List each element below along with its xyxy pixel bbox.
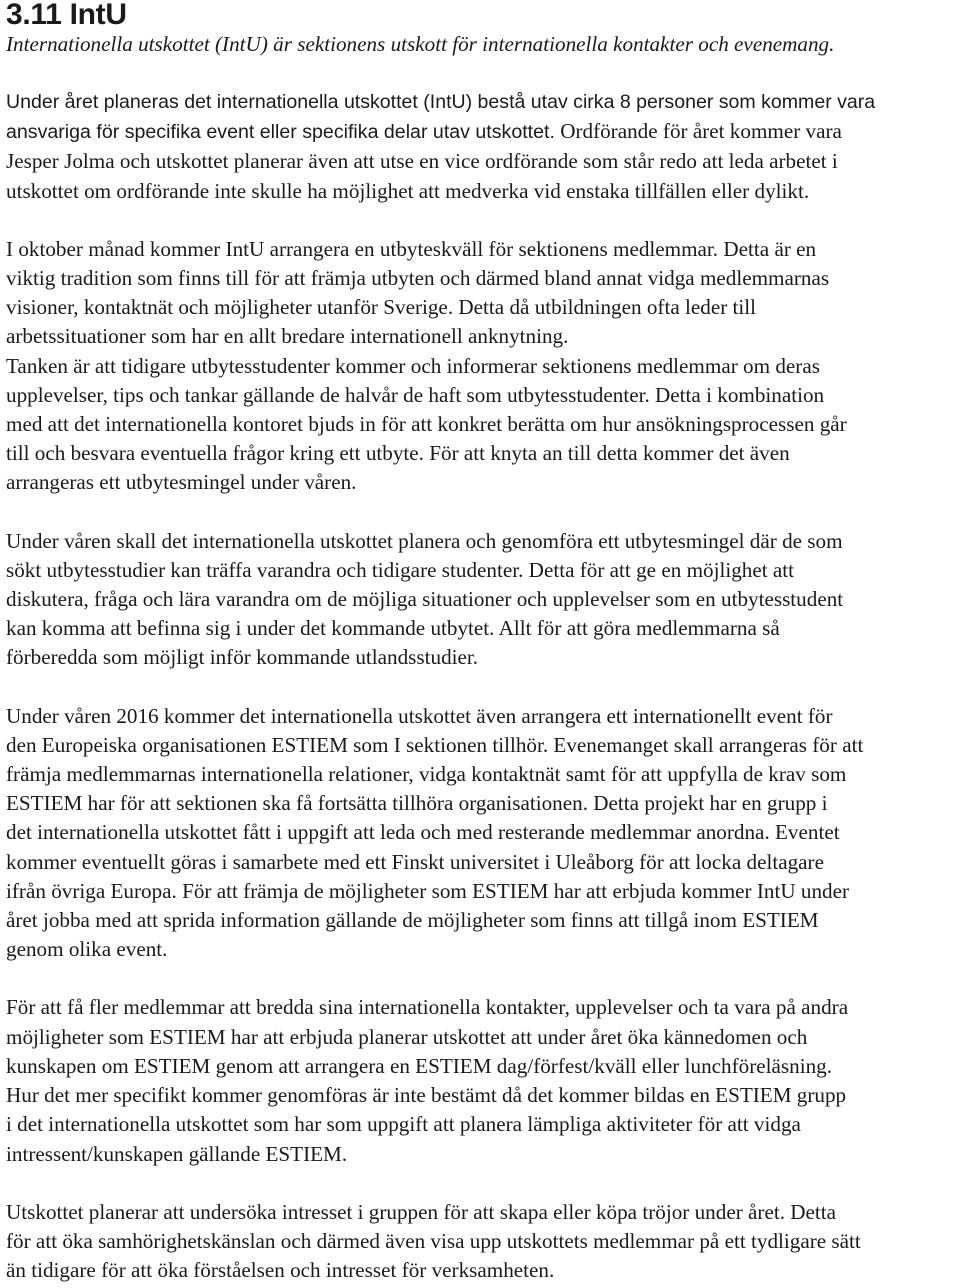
text-line: Utskottet planerar att undersöka intresset i gruppen för att skapa eller köpa tröjor under året. Detta [6,1199,837,1224]
paragraph-estiem-event [6,702,956,965]
text-line: året jobba med att sprida information gällande de möjligheter som finns att tillgå inom ESTIEM [6,908,819,933]
paragraph-exchange-evening [6,235,956,498]
text-fragment: ansvariga för specifika event eller specifika delar utav utskottet. [6,121,555,144]
text-line: sökt utbytesstudier kan träffa varandra och tidigare studenter. Detta för att ge en möjlighet att [6,557,795,582]
section-heading: 3.11 IntU [6,0,127,31]
text-line: Under året planeras det internationella utskottet (IntU) bestå utav cirka 8 personer som kommer vara [6,91,876,113]
text-line: det internationella utskottet fått i uppgift att leda och med resterande medlemmar anordna. Eventet [6,820,840,845]
text-line: Jesper Jolma och utskottet planerar även att utse en vice ordförande som står redo att leda arbetet i [6,149,838,174]
text-line: upplevelser, tips och tankar gällande de halvår de haft som utbytesstudenter. Detta i kombination [6,382,825,407]
text-line: för att öka samhörighetskänslan och därmed även visa upp utskottets medlemmar på ett tydligare sätt [6,1228,861,1253]
text-line: Tanken är att tidigare utbytesstudenter kommer och informerar sektionens medlemmar om deras [6,353,820,378]
text-line: främja medlemmarnas internationella relationer, vidga kontaktnät samt för att uppfylla de krav som [6,762,847,787]
paragraph-committee-intro [6,88,956,206]
text-line: arbetssituationer som har en allt bredare internationell anknytning. [6,324,569,349]
section-subtitle: Internationella utskottet (IntU) är sektionens utskott för internationella kontakter och evenemang. [6,32,835,56]
text-line: med att det internationella kontoret bjuds in för att konkret berätta om hur ansökningsprocessen går [6,412,847,437]
text-line: kunskapen om ESTIEM genom att arrangera en ESTIEM dag/förfest/kväll eller lunchföreläsning. [6,1053,832,1078]
text-line: intressent/kunskapen gällande ESTIEM. [6,1141,348,1166]
text-line: För att få fler medlemmar att bredda sina internationella kontakter, upplevelser och ta vara på andra [6,995,849,1020]
text-line: i det internationella utskottet som har som uppgift att planera lämpliga aktiviteter för att vidga [6,1112,801,1137]
text-line: den Europeiska organisationen ESTIEM som I sektionen tillhör. Evenemanget skall arrangeras för att [6,732,864,757]
paragraph-sweaters [6,1198,956,1286]
text-fragment: Ordförande för året kommer vara [554,119,842,144]
text-line: genom olika event. [6,937,168,962]
text-line: kan komma att befinna sig i under det kommande utbytet. Allt för att göra medlemmarna så [6,616,780,641]
text-line: Under våren skall det internationella utskottet planera och genomföra ett utbytesmingel där de som [6,528,843,553]
text-line: arrangeras ett utbytesmingel under våren. [6,470,357,495]
text-line: Hur det mer specifikt kommer genomföras är inte bestämt då det kommer bildas en ESTIEM grupp [6,1083,847,1108]
text-line: diskutera, fråga och lära varandra om de möjliga situationer och upplevelser som en utbytesstudent [6,587,844,612]
text-line: viktig tradition som finns till för att främja utbyten och därmed bland annat vidga medlemmarnas [6,266,830,291]
text-line: ESTIEM har för att sektionen ska få fortsätta tillhöra organisationen. Detta projekt har en grupp i [6,791,828,816]
text-line: till och besvara eventuella frågor kring ett utbyte. För att knyta an till detta kommer det även [6,441,790,466]
text-line: utskottet om ordförande inte skulle ha möjlighet att medverka vid enstaka tillfällen eller dylikt. [6,178,810,203]
text-line [6,117,956,147]
text-line: förberedda som möjligt inför kommande utlandsstudier. [6,645,479,670]
text-line: visioner, kontaktnät och möjligheter utanför Sverige. Detta då utbildningen ofta leder till [6,295,757,320]
text-line: Under våren 2016 kommer det internationella utskottet även arrangera ett internationellt event för [6,703,833,728]
text-line: I oktober månad kommer IntU arrangera en utbyteskväll för sektionens medlemmar. Detta är en [6,236,817,261]
text-line: än tidigare för att öka förståelsen och intresset för verksamheten. [6,1258,555,1283]
paragraph-exchange-mingle [6,527,956,673]
text-line: kommer eventuellt göras i samarbete med ett Finskt universitet i Uleåborg för att locka deltagare [6,849,824,874]
text-line: ifrån övriga Europa. För att främja de möjligheter som ESTIEM har att erbjuda kommer IntU under [6,878,850,903]
paragraph-estiem-awareness [6,993,956,1168]
text-line: möjligheter som ESTIEM har att erbjuda planerar utskottet att under året öka kännedomen och [6,1024,808,1049]
